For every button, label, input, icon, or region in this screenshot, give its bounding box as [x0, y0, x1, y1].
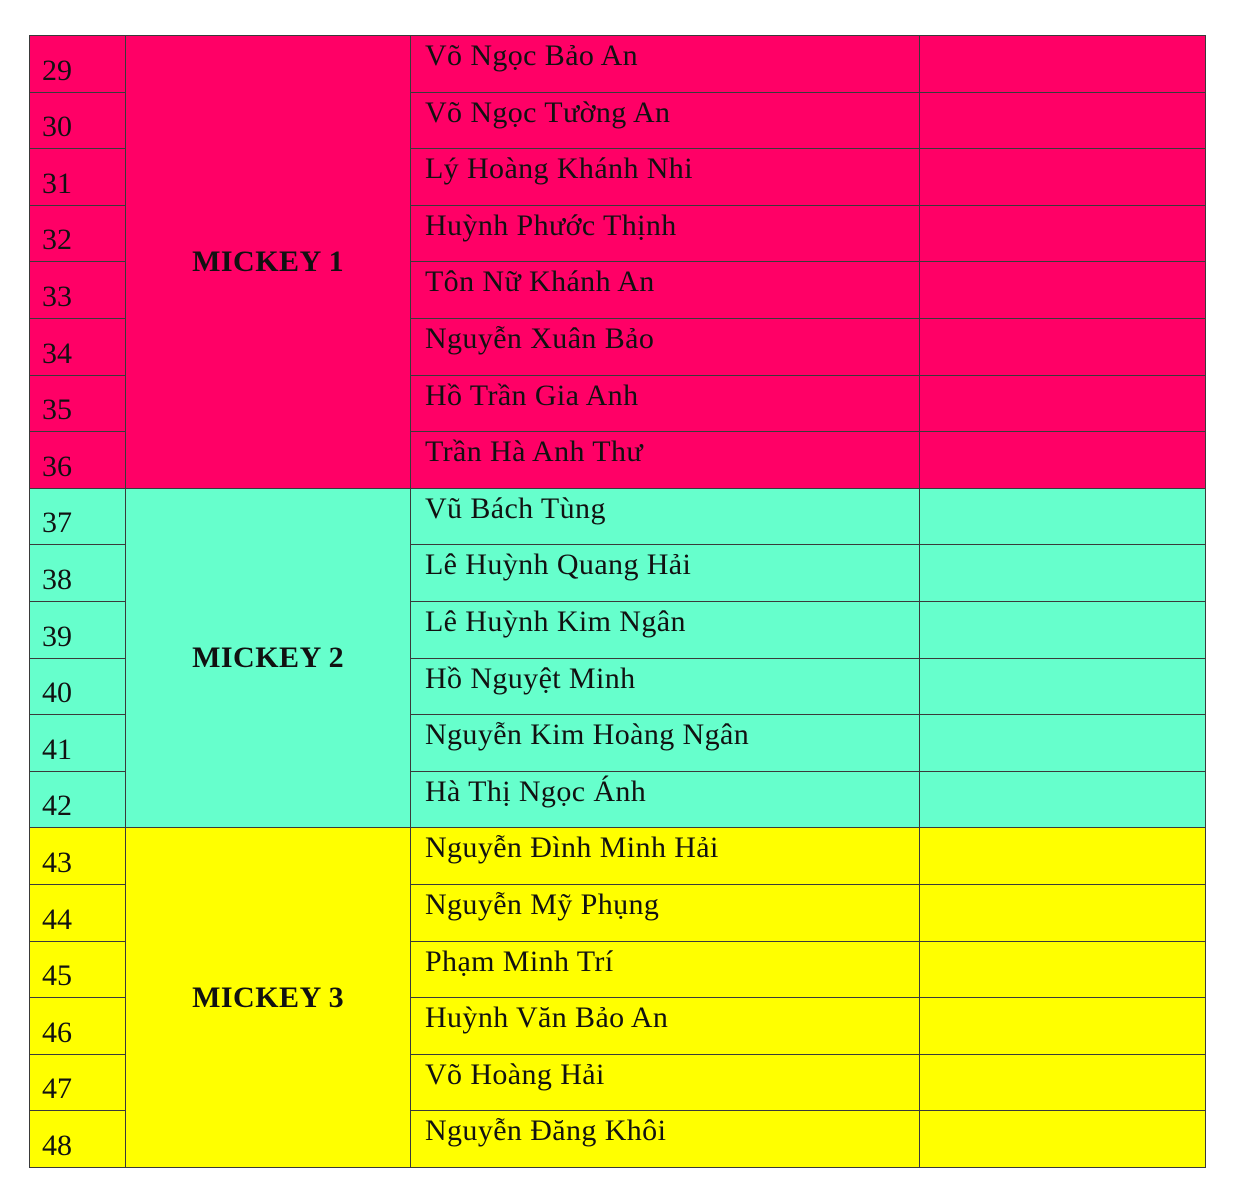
row-number-cell [30, 488, 126, 545]
student-name: Võ Ngọc Bảo An [424, 39, 639, 72]
row-number: 38 [42, 562, 72, 596]
empty-note-cell [920, 205, 1206, 262]
student-name-cell [410, 771, 919, 828]
student-name-cell [410, 658, 919, 715]
empty-note-cell [920, 998, 1206, 1055]
row-number-cell [30, 771, 126, 828]
row-number-cell [30, 1111, 126, 1168]
student-name: Lê Huỳnh Quang Hải [424, 548, 692, 582]
student-name: Lê Huỳnh Kim Ngân [424, 604, 686, 638]
row-number: 44 [42, 902, 72, 936]
class-roster-table [29, 35, 1206, 1168]
empty-note-cell [920, 318, 1206, 375]
table-row [30, 828, 1206, 885]
row-number: 41 [42, 732, 72, 766]
student-name: Nguyễn Kim Hoàng Ngân [424, 718, 750, 752]
empty-note-cell [920, 601, 1206, 658]
empty-note-cell [920, 1111, 1206, 1168]
student-name-cell [410, 432, 919, 489]
student-name-cell [410, 488, 919, 545]
group-name: MICKEY 1 [192, 244, 345, 278]
student-name: Tôn Nữ Khánh An [424, 265, 655, 299]
group-name: MICKEY 3 [192, 980, 345, 1014]
group-name-cell [126, 828, 411, 1168]
row-number-cell [30, 545, 126, 602]
row-number-cell [30, 92, 126, 149]
group-name: MICKEY 2 [192, 641, 345, 675]
row-number-cell [30, 715, 126, 772]
empty-note-cell [920, 92, 1206, 149]
row-number-cell [30, 149, 126, 206]
empty-note-cell [920, 771, 1206, 828]
row-number: 37 [42, 506, 72, 540]
row-number-cell [30, 432, 126, 489]
student-name: Hồ Trần Gia Anh [424, 378, 639, 412]
student-name: Nguyễn Mỹ Phụng [424, 887, 660, 921]
row-number: 29 [42, 53, 72, 87]
student-name-cell [410, 941, 919, 998]
row-number: 31 [42, 166, 72, 200]
row-number: 45 [42, 959, 72, 993]
table-row [30, 488, 1206, 545]
row-number-cell [30, 318, 126, 375]
empty-note-cell [920, 658, 1206, 715]
row-number: 36 [42, 449, 72, 483]
empty-note-cell [920, 488, 1206, 545]
student-name-cell [410, 884, 919, 941]
empty-note-cell [920, 375, 1206, 432]
student-name-cell [410, 601, 919, 658]
empty-note-cell [920, 36, 1206, 93]
row-number: 43 [42, 845, 72, 879]
empty-note-cell [920, 828, 1206, 885]
student-name-cell [410, 375, 919, 432]
row-number-cell [30, 205, 126, 262]
row-number-cell [30, 998, 126, 1055]
row-number: 48 [42, 1128, 72, 1162]
group-name-cell [126, 36, 411, 489]
student-name: Nguyễn Đăng Khôi [424, 1114, 667, 1148]
empty-note-cell [920, 149, 1206, 206]
row-number: 35 [42, 393, 72, 427]
student-name: Trần Hà Anh Thư [424, 435, 644, 469]
student-name-cell [410, 998, 919, 1055]
student-name: Lý Hoàng Khánh Nhi [424, 152, 693, 186]
row-number-cell [30, 36, 126, 93]
empty-note-cell [920, 1054, 1206, 1111]
student-name-cell [410, 715, 919, 772]
row-number-cell [30, 658, 126, 715]
student-name: Nguyễn Đình Minh Hải [424, 831, 719, 865]
table-row [30, 36, 1206, 93]
student-name-cell [410, 36, 919, 93]
student-name-cell [410, 545, 919, 602]
student-name-cell [410, 1054, 919, 1111]
student-name: Huỳnh Văn Bảo An [424, 1001, 669, 1035]
empty-note-cell [920, 262, 1206, 319]
student-name-cell [410, 262, 919, 319]
row-number-cell [30, 941, 126, 998]
student-name: Hà Thị Ngọc Ánh [424, 774, 647, 808]
student-name: Vũ Bách Tùng [424, 491, 606, 525]
row-number: 40 [42, 676, 72, 710]
student-name: Huỳnh Phước Thịnh [424, 208, 677, 242]
student-name-cell [410, 92, 919, 149]
row-number: 39 [42, 619, 72, 653]
row-number: 34 [42, 336, 72, 370]
row-number: 42 [42, 789, 72, 823]
row-number-cell [30, 601, 126, 658]
student-name-cell [410, 205, 919, 262]
student-name: Hồ Nguyệt Minh [424, 661, 636, 695]
empty-note-cell [920, 715, 1206, 772]
row-number-cell [30, 262, 126, 319]
roster-body [30, 36, 1206, 1168]
student-name: Phạm Minh Trí [424, 944, 614, 978]
student-name: Nguyễn Xuân Bảo [424, 321, 655, 355]
student-name-cell [410, 149, 919, 206]
empty-note-cell [920, 432, 1206, 489]
student-name-cell [410, 1111, 919, 1168]
row-number-cell [30, 375, 126, 432]
row-number-cell [30, 1054, 126, 1111]
empty-note-cell [920, 545, 1206, 602]
group-name-cell [126, 488, 411, 828]
row-number-cell [30, 828, 126, 885]
empty-note-cell [920, 884, 1206, 941]
student-name-cell [410, 828, 919, 885]
empty-note-cell [920, 941, 1206, 998]
row-number: 46 [42, 1015, 72, 1049]
row-number: 30 [42, 110, 72, 144]
row-number: 32 [42, 223, 72, 257]
row-number: 47 [42, 1072, 72, 1106]
row-number-cell [30, 884, 126, 941]
student-name: Võ Hoàng Hải [424, 1057, 605, 1091]
row-number: 33 [42, 279, 72, 313]
student-name: Võ Ngọc Tường An [424, 95, 671, 129]
student-name-cell [410, 318, 919, 375]
